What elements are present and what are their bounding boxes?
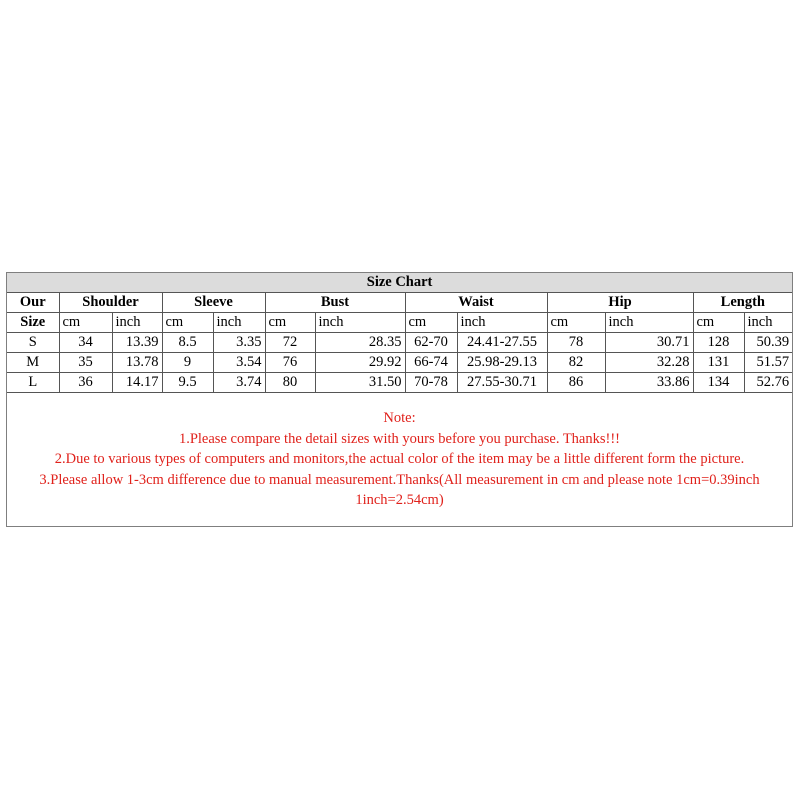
hip-inch: 32.28 — [605, 353, 693, 373]
unit-inch: inch — [112, 313, 162, 333]
table-row — [7, 333, 792, 353]
waist-inch: 27.55-30.71 — [457, 373, 547, 393]
length-cm: 131 — [693, 353, 744, 373]
shoulder-header: Shoulder — [59, 293, 162, 313]
length-inch: 52.76 — [744, 373, 792, 393]
hip-cm: 82 — [547, 353, 605, 373]
unit-cm: cm — [547, 313, 605, 333]
size-chart — [6, 272, 793, 527]
shoulder-inch: 14.17 — [112, 373, 162, 393]
bust-cm: 76 — [265, 353, 315, 373]
waist-cm: 70-78 — [405, 373, 457, 393]
table-row — [7, 373, 792, 393]
size-table — [7, 273, 792, 393]
bust-inch: 29.92 — [315, 353, 405, 373]
bust-inch: 31.50 — [315, 373, 405, 393]
note-heading: Note: — [383, 410, 416, 426]
hip-cm: 78 — [547, 333, 605, 353]
shoulder-inch: 13.78 — [112, 353, 162, 373]
unit-inch: inch — [605, 313, 693, 333]
unit-cm: cm — [59, 313, 112, 333]
our-size-header-top: Our — [7, 293, 59, 313]
waist-cm: 62-70 — [405, 333, 457, 353]
size-label: M — [7, 353, 59, 373]
unit-inch: inch — [213, 313, 265, 333]
unit-inch: inch — [315, 313, 405, 333]
unit-cm: cm — [693, 313, 744, 333]
size-label: L — [7, 373, 59, 393]
bust-cm: 72 — [265, 333, 315, 353]
sleeve-inch: 3.54 — [213, 353, 265, 373]
length-inch: 51.57 — [744, 353, 792, 373]
hip-inch: 30.71 — [605, 333, 693, 353]
shoulder-cm: 35 — [59, 353, 112, 373]
sleeve-inch: 3.74 — [213, 373, 265, 393]
unit-cm: cm — [265, 313, 315, 333]
waist-cm: 66-74 — [405, 353, 457, 373]
note-line-1: 1.Please compare the detail sizes with yours before you purchase. Thanks!!! — [178, 430, 621, 447]
waist-header: Waist — [405, 293, 547, 313]
shoulder-inch: 13.39 — [112, 333, 162, 353]
bust-header: Bust — [265, 293, 405, 313]
note-line-3: 3.Please allow 1-3cm difference due to manual measurement.Thanks(All measurement in cm and please note 1cm=0.39inch — [39, 471, 760, 488]
length-cm: 128 — [693, 333, 744, 353]
notes-section — [7, 393, 792, 511]
length-inch: 50.39 — [744, 333, 792, 353]
note-line-2: 2.Due to various types of computers and monitors,the actual color of the item may be a little different form the picture. — [54, 451, 745, 467]
unit-cm: cm — [405, 313, 457, 333]
hip-cm: 86 — [547, 373, 605, 393]
waist-inch: 24.41-27.55 — [457, 333, 547, 353]
unit-inch: inch — [457, 313, 547, 333]
table-row — [7, 353, 792, 373]
our-size-header-bottom: Size — [7, 313, 59, 333]
note-line-4: 1inch=2.54cm) — [355, 492, 444, 508]
length-cm: 134 — [693, 373, 744, 393]
size-label: S — [7, 333, 59, 353]
length-header: Length — [693, 293, 792, 313]
hip-inch: 33.86 — [605, 373, 693, 393]
sleeve-cm: 8.5 — [162, 333, 213, 353]
bust-cm: 80 — [265, 373, 315, 393]
table-title: Size Chart — [7, 273, 792, 293]
sleeve-cm: 9.5 — [162, 373, 213, 393]
hip-header: Hip — [547, 293, 693, 313]
unit-cm: cm — [162, 313, 213, 333]
sleeve-header: Sleeve — [162, 293, 265, 313]
sleeve-inch: 3.35 — [213, 333, 265, 353]
shoulder-cm: 36 — [59, 373, 112, 393]
bust-inch: 28.35 — [315, 333, 405, 353]
shoulder-cm: 34 — [59, 333, 112, 353]
unit-inch: inch — [744, 313, 792, 333]
sleeve-cm: 9 — [162, 353, 213, 373]
waist-inch: 25.98-29.13 — [457, 353, 547, 373]
